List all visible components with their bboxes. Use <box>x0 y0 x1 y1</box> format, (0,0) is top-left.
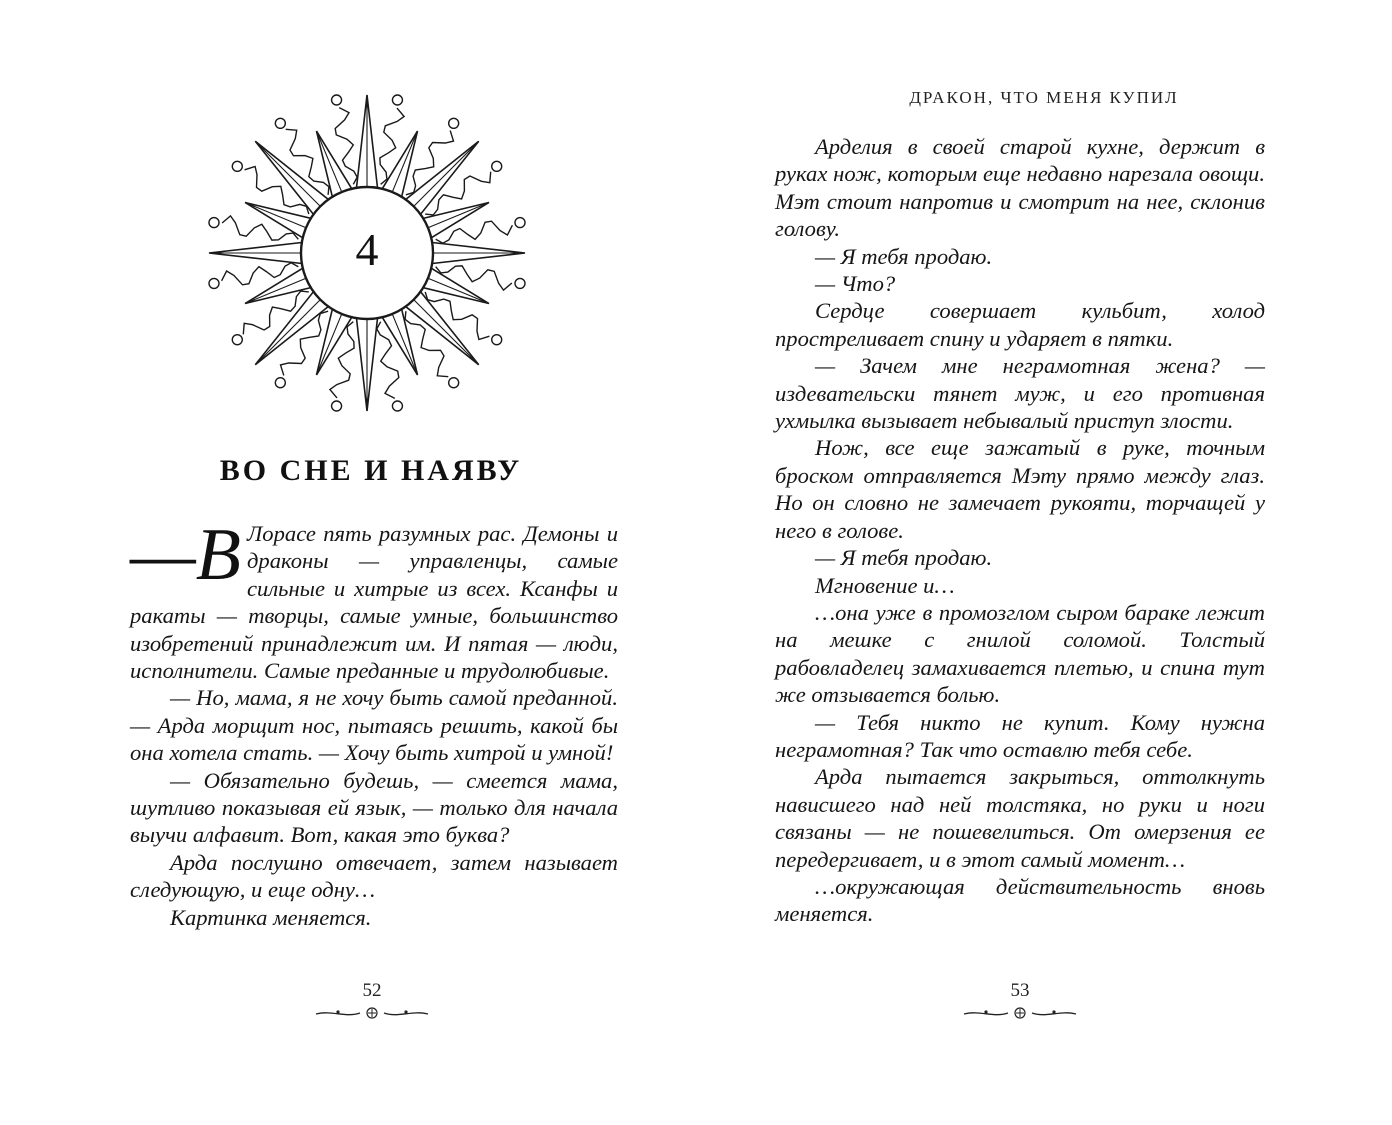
paragraph-12: …окружающая действительность вновь меняется. <box>775 873 1265 927</box>
flourish-ornament-icon <box>960 1004 1080 1022</box>
paragraph-6: Нож, все еще зажатый в руке, точным броском отправляется Мэту прямо между глаз. Но он словно не замечает рукояти, торчащей у него в голове. <box>775 435 1265 543</box>
right-page <box>696 0 1392 1125</box>
drop-cap: —В <box>130 514 241 596</box>
chapter-number: 4 <box>355 224 379 275</box>
paragraph-5: — Зачем мне неграмотная жена? — издевательски тянет муж, и его противная ухмылка вызывает небывалый приступ злости. <box>775 353 1265 434</box>
running-head: ДРАКОН, ЧТО МЕНЯ КУПИЛ <box>909 88 1179 107</box>
paragraph-4: Сердце совершает кульбит, холод простреливает спину и ударяет в пятки. <box>775 298 1265 351</box>
page-number-left: 52 <box>362 980 382 1001</box>
page-number-right: 53 <box>1010 980 1030 1001</box>
paragraph-7: — Я тебя продаю. <box>815 545 993 571</box>
paragraph-3: — Что? <box>815 271 896 297</box>
flourish-ornament-icon <box>312 1004 432 1022</box>
paragraph-8: Мгновение и… <box>815 572 955 598</box>
paragraph-10: — Тебя никто не купит. Кому нужна неграмотная? Так что оставлю тебя себе. <box>775 709 1265 762</box>
paragraph-2: — Я тебя продаю. <box>815 243 993 269</box>
paragraph-5: Картинка меняется. <box>170 904 372 930</box>
paragraph-1: Арделия в своей старой кухне, держит в руках нож, которым еще недавно нарезала овощи. Мэт стоит напротив и смотрит на нее, склонив голову. <box>775 134 1265 242</box>
paragraph-11: Арда пытается закрыться, оттолкнуть нависшего над ней толстяка, но руки и ноги связаны — не пошевелиться. От омерзения ее передергивает, и в этот самый момент… <box>775 764 1265 872</box>
right-page-text <box>775 133 1265 928</box>
paragraph-2: — Но, мама, я не хочу быть самой преданной. — Арда морщит нос, пытаясь решить, какой бы она хотела стать. — Хочу быть хитрой и умной! <box>130 685 618 766</box>
paragraph-1: —В Лорасе пять разумных рас. Демоны и драконы — управленцы, самые сильные и хитрые из всех. Ксанфы и ракаты — творцы, самые умные, большинство изобретений принадлежит им. И пятая — люди, исполнители. Самые преданные и трудолюбивые. <box>130 514 618 684</box>
paragraph-4: Арда послушно отвечает, затем называет следующую, и еще одну… <box>130 849 618 903</box>
left-page-text <box>130 514 618 931</box>
paragraph-3: — Обязательно будешь, — смеется мама, шутливо показывая ей язык, — только для начала выучи алфавит. Вот, какая это буква? <box>130 767 618 848</box>
chapter-title: ВО СНЕ И НАЯВУ <box>219 454 523 487</box>
paragraph-9: …она уже в промозглом сыром бараке лежит на мешке с гнилой соломой. Толстый рабовладелец замахивается плетью, и спина тут же отзывается болью. <box>775 599 1265 708</box>
